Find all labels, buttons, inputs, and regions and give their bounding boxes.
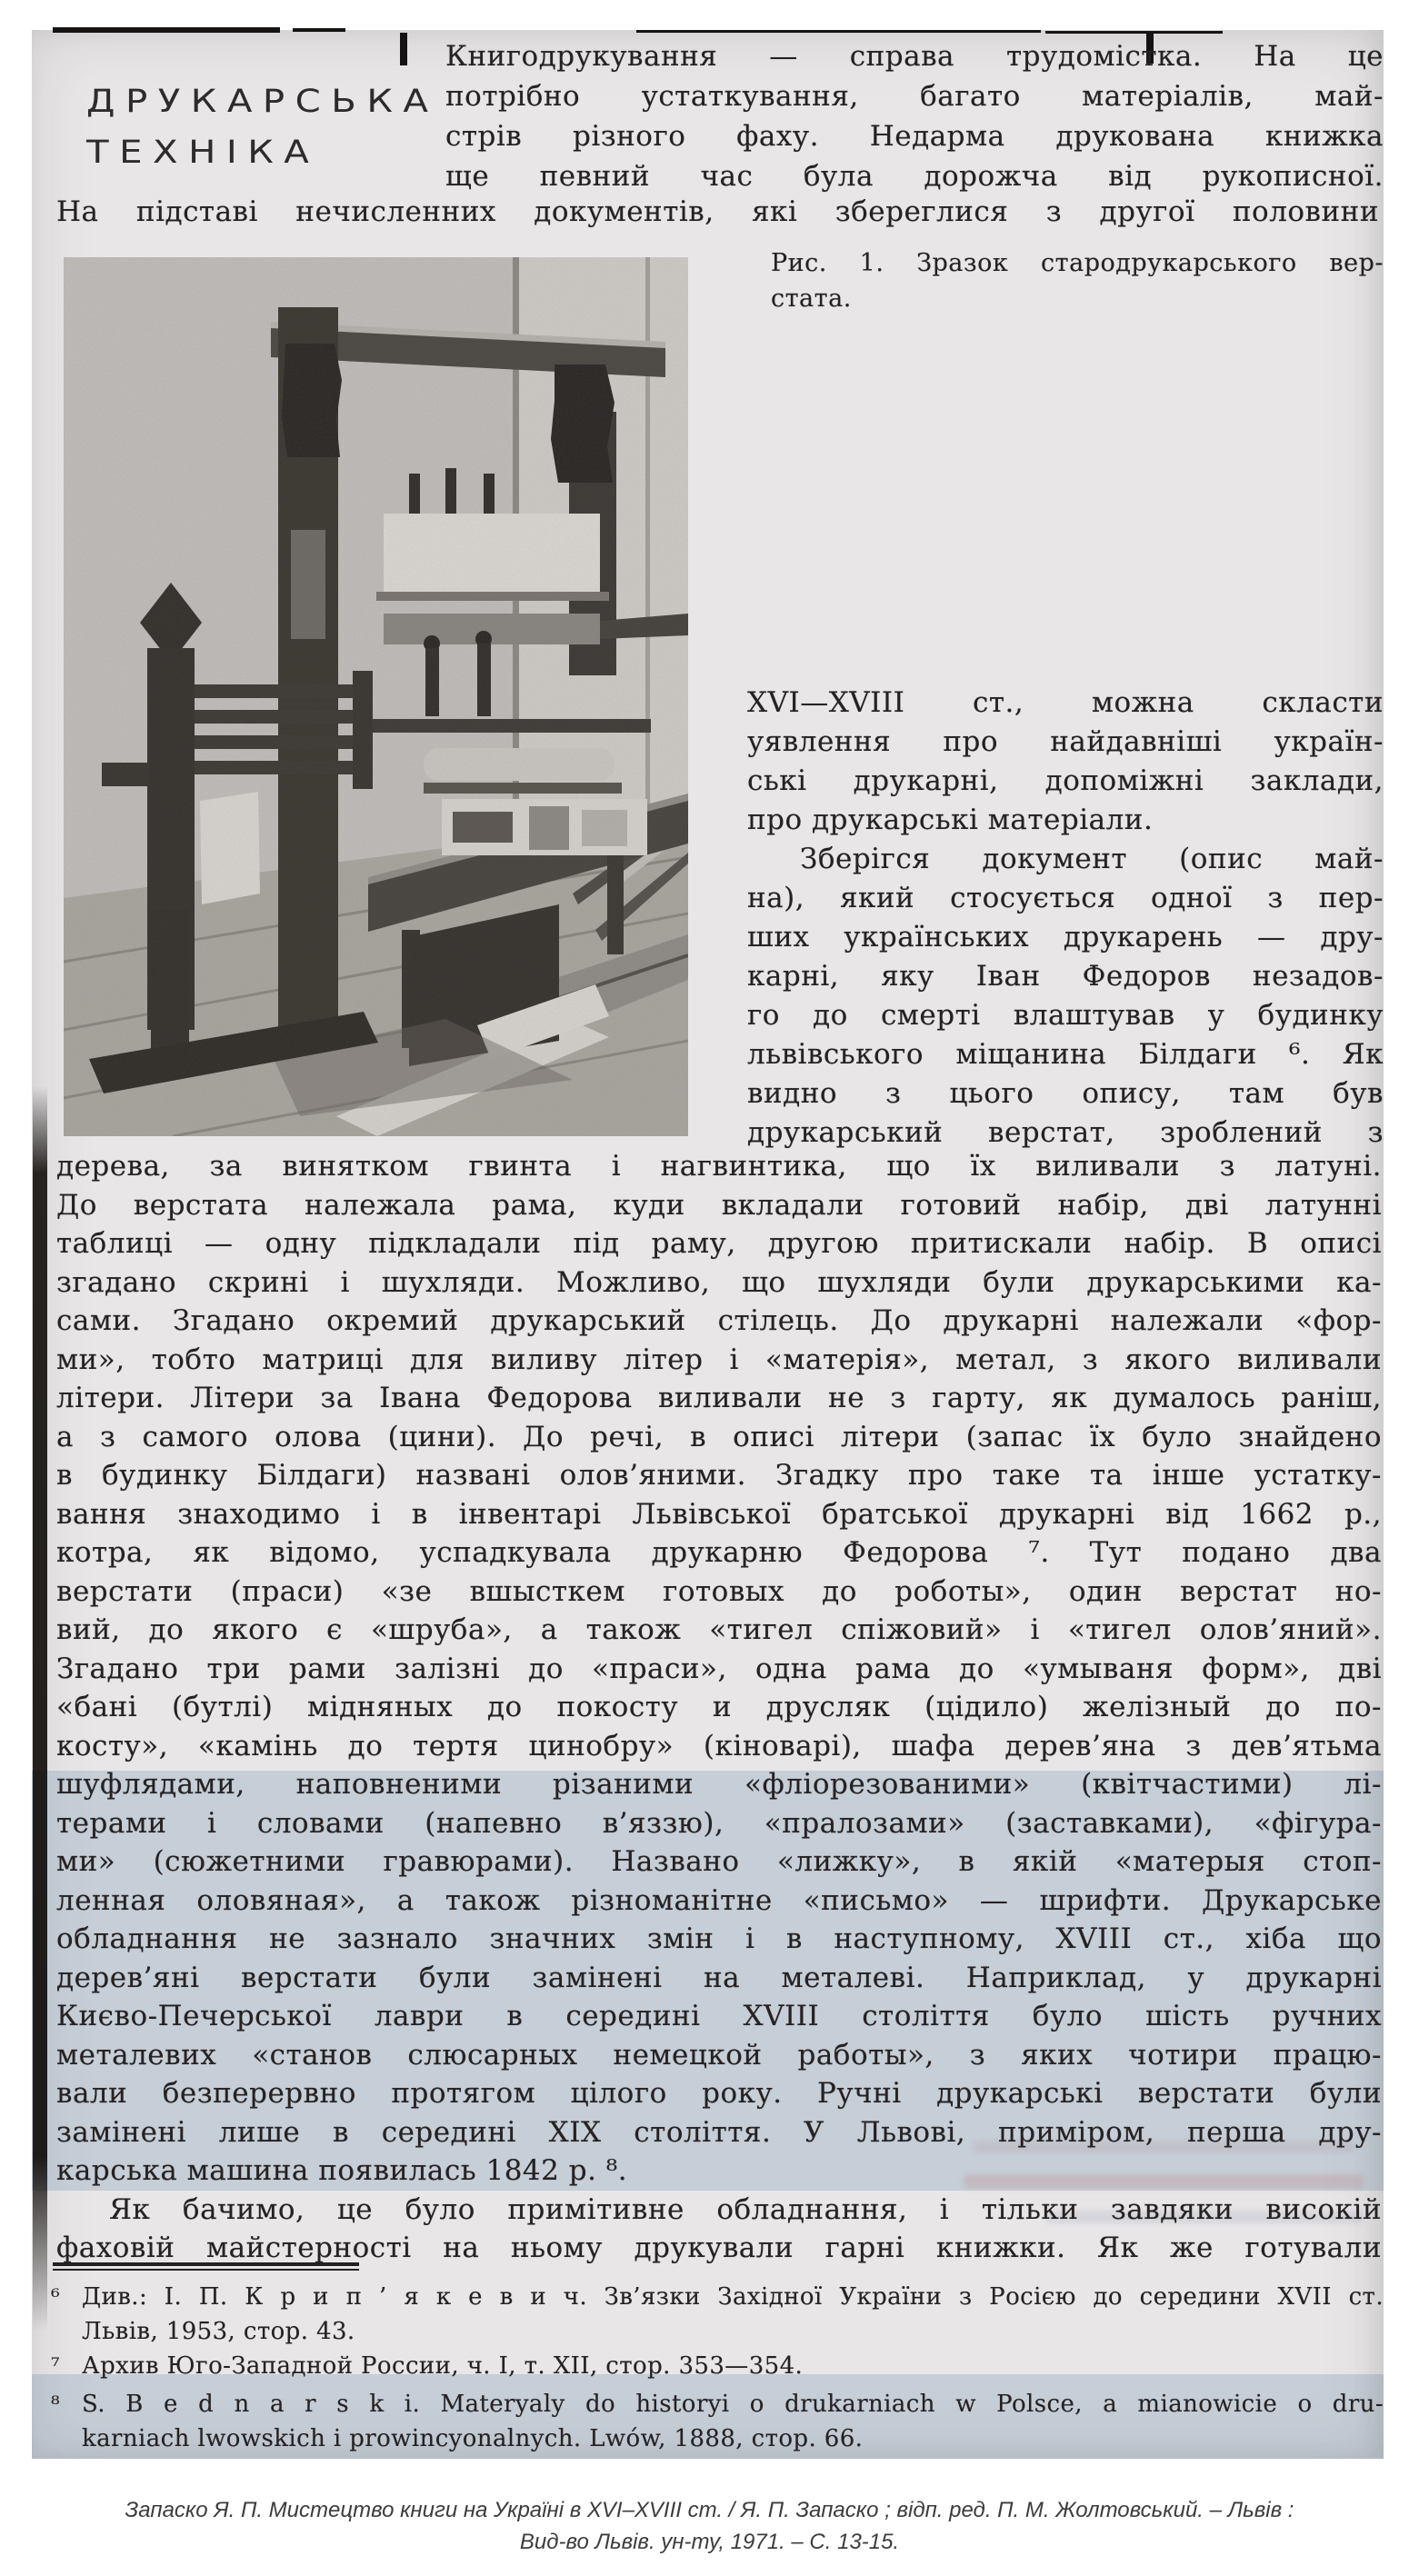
section-heading-line1: ДРУКАРСЬКА [86, 84, 439, 120]
footnote-line: karniach lwowskich i prowincyonalnych. Lwów, 1888, стор. 66. [82, 2425, 864, 2452]
intro-paragraph [445, 36, 1384, 196]
printing-press-photo [64, 257, 688, 1136]
bibliographic-citation [0, 2494, 1419, 2558]
text-line: ми» (сюжетними гравюрами). Названо «лижку», в якій «матерыя стоп- [56, 1845, 1382, 1878]
footnote-line: Див.: І. П. К р и п ’ я к е в и ч. Зв’язки Західної України з Росією до середини XVII ст. [82, 2283, 1384, 2311]
text-line: Зберігся документ (опис май- [800, 843, 1384, 875]
text-line: ще певний час була дорожча від рукописної. [445, 160, 1384, 193]
text-line: верстати (праси) «зе вшысткем готовых до роботы», один верстат но- [56, 1574, 1382, 1608]
footnote-marker: ⁶ [51, 2284, 61, 2310]
section-heading [86, 76, 438, 178]
text-line: Згадано три рами залізні до «праси», одна рама до «умываня форм», дві [56, 1652, 1382, 1685]
text-line: До верстата належала рама, куди вкладали готовий набір, дві латунні [56, 1188, 1382, 1222]
footnote-line: S. B e d n a r s k i. Materyaly do historyi o drukarniach w Polsce, a mianowicie o dru- [82, 2391, 1384, 2418]
text-line: потрібно устаткування, багато матеріалів, май- [445, 80, 1384, 113]
text-line: XVI—XVIII ст., можна скласти [747, 686, 1384, 719]
text-line: го до смерті влаштував у будинку [747, 999, 1384, 1032]
citation-line2: Вид-во Львів. ун-ту, 1971. – С. 13-15. [519, 2530, 900, 2554]
text-line: Рис. 1. Зразок стародрукарського вер- [771, 249, 1384, 277]
footnote-7 [51, 2349, 1384, 2383]
text-line: про друкарські матеріали. [747, 804, 1154, 836]
text-line: металевих «станов слюсарных немецкой работы», з яких чотири працю- [56, 2038, 1382, 2072]
footnote-8 [51, 2387, 1384, 2456]
text-line: замінені лише в середині XIX століття. У Львові, приміром, перша дру- [56, 2115, 1382, 2149]
text-line: Києво-Печерської лаври в середині XVIII століття було шість ручних [56, 2000, 1382, 2032]
text-line: сами. Згадано окремий друкарський стілець. До друкарні належали «фор- [56, 1304, 1382, 1337]
scan-artifact [53, 27, 280, 33]
text-line: ські друкарні, допоміжні заклади, [747, 764, 1384, 797]
text-line: на), який стосується одної з пер- [747, 882, 1384, 914]
right-column [747, 684, 1384, 1153]
text-line: карні, яку Іван Федоров незадов- [747, 960, 1384, 993]
text-line: «бані (бутлі) мідняных до покосту и друсляк (цідило) желізный до по- [56, 1691, 1382, 1723]
section-heading-line2: ТЕХНІКА [86, 135, 320, 171]
text-line: косту», «камінь до тертя цинобру» (кіноварі), шафа дерев’яна з дев’ятьма [56, 1729, 1382, 1762]
text-line: фаховій майстерності на ньому друкували гарні книжки. Як же готували [56, 2232, 1382, 2264]
text-line: дерев’яні верстати були замінені на металеві. Наприклад, у друкарні [56, 1961, 1382, 1994]
figure-photo [64, 257, 688, 1136]
text-line: дерева, за винятком гвинта і нагвинтика, що їх виливали з латуні. [56, 1150, 1382, 1183]
text-line: львівського міщанина Білдаги ⁶. Як [747, 1038, 1384, 1071]
text-line: Як бачимо, це було примітивне обладнання, і тільки завдяки високій [109, 2192, 1382, 2226]
text-line: вання знаходимо і в інвентарі Львівської братської друкарні від 1662 р., [56, 1497, 1382, 1531]
text-line: ленная оловяная», а також різноманітне «письмо» — шрифти. Друкарське [56, 1883, 1382, 1917]
scan-artifact [400, 33, 407, 65]
lead-line: На підставі нечисленних документів, які збереглися з другої половини [56, 195, 1379, 228]
text-line: згадано скрині і шухляди. Можливо, що шухляди були друкарськими ка- [56, 1265, 1382, 1299]
scan-artifact [636, 30, 1041, 33]
text-line: стата. [771, 285, 852, 313]
text-line: обладнання не зазнало значних змін і в наступному, XVIII ст., хіба що [56, 1922, 1382, 1955]
scan-artifact [293, 28, 345, 32]
text-line: терами і словами (напевно в’яззю), «пралозами» (заставками), «фігура- [56, 1806, 1382, 1840]
body-text [56, 1147, 1382, 2268]
text-line: шуфлядами, наповненими різаними «фліорезованими» (квітчастими) лі- [56, 1768, 1382, 1801]
text-line: Книгодрукування — справа трудомістка. На це [445, 40, 1384, 73]
text-line: літери. Літери за Івана Федорова виливали не з гарту, як думалось раніш, [56, 1382, 1382, 1414]
text-line: таблиці — одну підкладали під раму, другою притискали набір. В описі [56, 1227, 1382, 1260]
text-line: вий, до якого є «шруба», а також «тигел спіжовий» і «тигел олов’яний». [56, 1613, 1382, 1646]
footnote-rule [53, 2262, 359, 2271]
footnote-line: Львів, 1953, стор. 43. [82, 2318, 355, 2345]
text-line: видно з цього опису, там був [747, 1077, 1384, 1110]
text-line: в будинку Білдаги) названі олов’яними. Згадку про таке та інше устатку- [56, 1459, 1382, 1492]
footnote-marker: ⁷ [51, 2353, 61, 2379]
text-line: ших українських друкарень — дру- [747, 921, 1384, 954]
text-line: ми», тобто матриці для виливу літер і «матерія», метал, з якого виливали [56, 1343, 1382, 1376]
scan-artifact [1045, 31, 1223, 34]
text-line: карська машина появилась 1842 р. ⁸. [56, 2154, 628, 2187]
citation-line1: Запаско Я. П. Мистецтво книги на Україні в XVI–XVIII ст. / Я. П. Запаско ; відп. ред. П. М. Жолтовський. – Львів : [125, 2498, 1294, 2522]
text-line: вали безперервно протягом цілого року. Ручні друкарські верстати були [56, 2077, 1382, 2110]
figure-caption [771, 245, 1384, 316]
text-line: стрів різного фаху. Недарма друкована книжка [445, 120, 1384, 153]
footnote-6 [51, 2280, 1384, 2349]
footnote-line: Архив Юго-Западной России, ч. І, т. ХІІ, стор. 353—354. [82, 2352, 804, 2380]
footnote-marker: ⁸ [51, 2391, 61, 2417]
text-line: а з самого олова (цини). До речі, в описі літери (запас їх було знайдено [56, 1420, 1382, 1453]
text-line: друкарський верстат, зроблений з [747, 1116, 1384, 1149]
text-line: уявлення про найдавніші україн- [747, 725, 1384, 758]
text-line: котра, як відомо, успадкувала друкарню Федорова ⁷. Тут подано два [56, 1536, 1382, 1569]
